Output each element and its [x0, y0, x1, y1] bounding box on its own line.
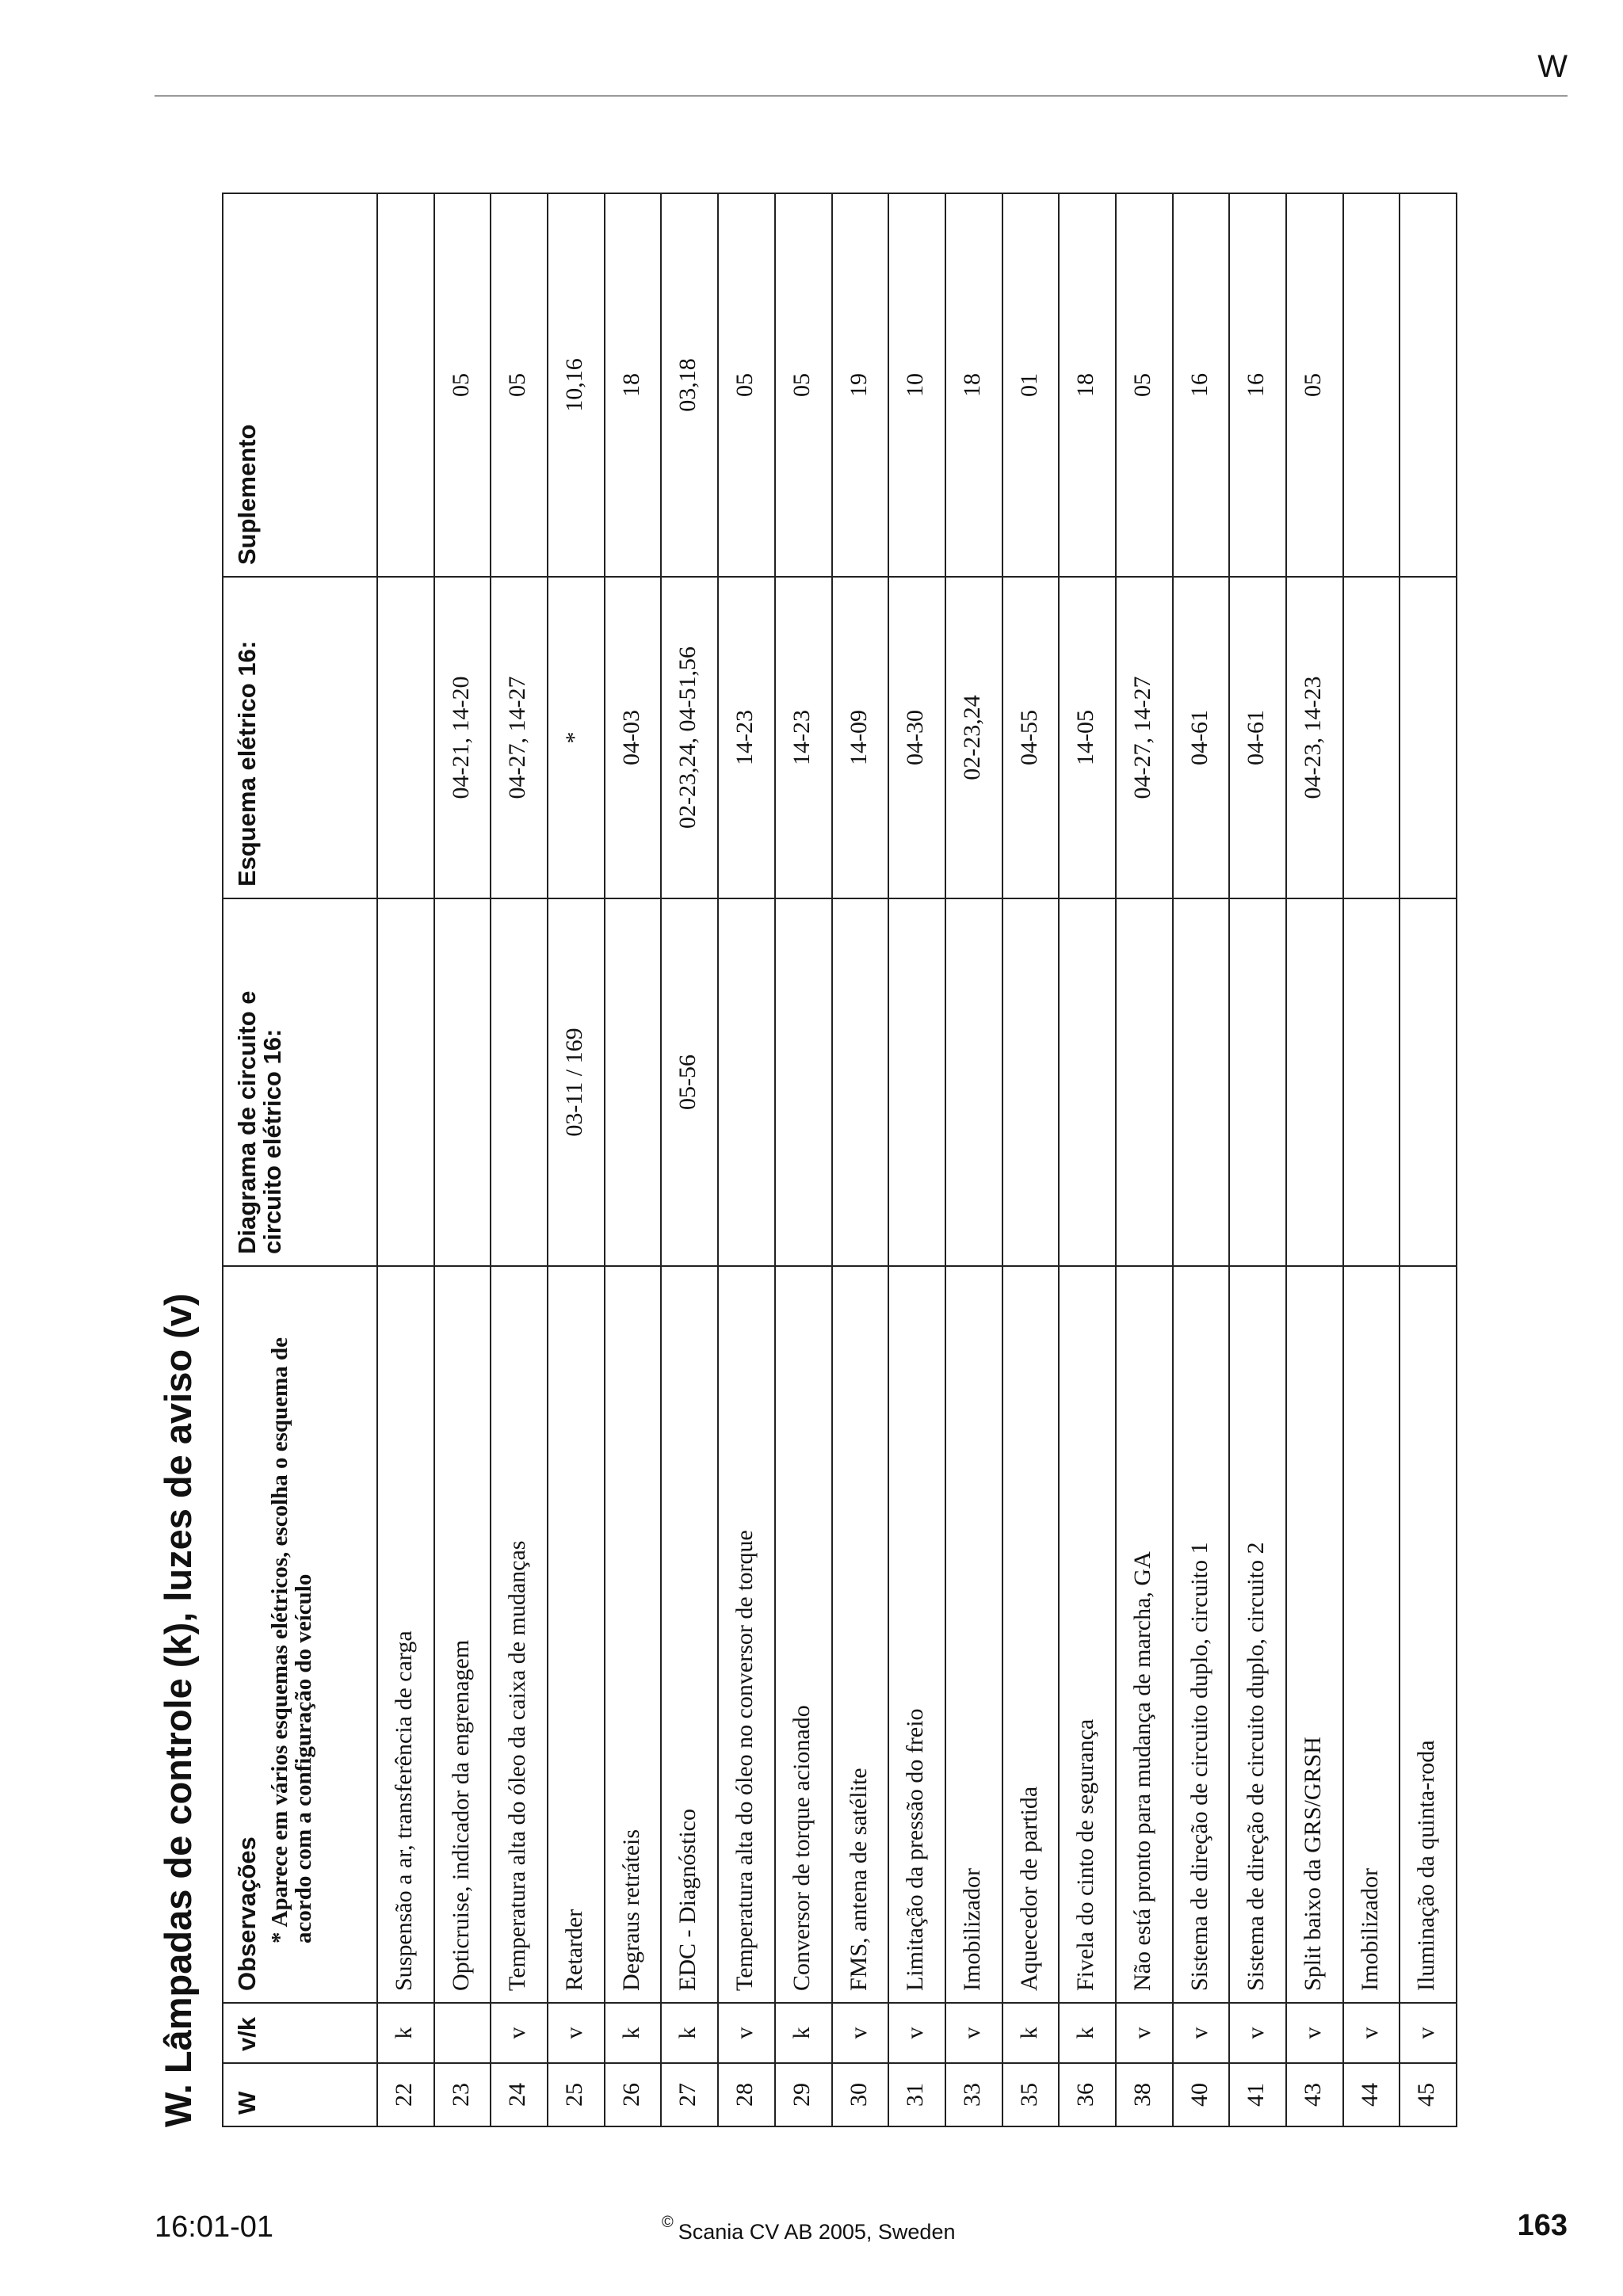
cell-observacoes: Aquecedor de partida: [1002, 1266, 1060, 2003]
cell-diagrama: [377, 898, 434, 1266]
table-row: [434, 193, 491, 2126]
cell-suplemento: 05: [718, 193, 775, 577]
cell-diagrama: [1059, 898, 1116, 1266]
cell-vk: k: [775, 2003, 832, 2063]
cell-diagrama: [1002, 898, 1060, 1266]
cell-diagrama: [718, 898, 775, 1266]
cell-vk: v: [718, 2003, 775, 2063]
cell-vk: v: [832, 2003, 889, 2063]
cell-suplemento: [1400, 193, 1457, 577]
cell-vk: v: [1173, 2003, 1230, 2063]
cell-w: 36: [1059, 2063, 1116, 2126]
cell-diagrama: [1173, 898, 1230, 1266]
cell-esquema: [1400, 577, 1457, 898]
cell-observacoes: Temperatura alta do óleo no conversor de torque: [718, 1266, 775, 2003]
cell-suplemento: 03,18: [661, 193, 718, 577]
cell-vk: v: [945, 2003, 1002, 2063]
cell-vk: [434, 2003, 491, 2063]
cell-vk: v: [548, 2003, 605, 2063]
cell-suplemento: 16: [1229, 193, 1286, 577]
table-row: [1059, 193, 1116, 2126]
cell-observacoes: Suspensão a ar, transferência de carga: [377, 1266, 434, 2003]
cell-observacoes: Degraus retráteis: [605, 1266, 662, 2003]
cell-w: 26: [605, 2063, 662, 2126]
cell-suplemento: 01: [1002, 193, 1060, 577]
cell-observacoes: Limitação da pressão do freio: [888, 1266, 945, 2003]
table-header-row: [223, 193, 377, 2126]
cell-w: 44: [1343, 2063, 1400, 2126]
table-row: [718, 193, 775, 2126]
col-header-suplemento: Suplemento: [223, 193, 377, 577]
cell-w: 28: [718, 2063, 775, 2126]
cell-observacoes: Temperatura alta do óleo da caixa de mudanças: [491, 1266, 548, 2003]
cell-observacoes: Sistema de direção de circuito duplo, circuito 2: [1229, 1266, 1286, 2003]
table-row: [548, 193, 605, 2126]
cell-diagrama: [1116, 898, 1173, 1266]
cell-esquema: 14-23: [775, 577, 832, 898]
cell-observacoes: Retarder: [548, 1266, 605, 2003]
cell-w: 23: [434, 2063, 491, 2126]
cell-suplemento: 05: [434, 193, 491, 577]
cell-w: 29: [775, 2063, 832, 2126]
note-text: Aparece em vários esquemas elétricos, escolha o esquema de acordo com a configuração do veículo: [267, 1337, 316, 1943]
warning-lamps-table: [222, 193, 1457, 2127]
copyright-notice: [662, 2214, 956, 2245]
cell-esquema: 14-05: [1059, 577, 1116, 898]
col-header-observacoes: [223, 1266, 377, 2003]
cell-observacoes: FMS, antena de satélite: [832, 1266, 889, 2003]
copyright-text: Scania CV AB 2005, Sweden: [678, 2220, 956, 2244]
cell-diagrama: 03-11 / 169: [548, 898, 605, 1266]
cell-observacoes: Opticruise, indicador da engrenagem: [434, 1266, 491, 2003]
page-number: 163: [1517, 2209, 1568, 2242]
cell-esquema: 04-27, 14-27: [1116, 577, 1173, 898]
cell-observacoes: Split baixo da GRS/GRSH: [1286, 1266, 1343, 2003]
cell-esquema: 14-23: [718, 577, 775, 898]
cell-esquema: 04-61: [1229, 577, 1286, 898]
cell-esquema: 02-23,24, 04-51,56: [661, 577, 718, 898]
table-row: [1343, 193, 1400, 2126]
cell-esquema: 14-09: [832, 577, 889, 898]
cell-vk: v: [1343, 2003, 1400, 2063]
cell-suplemento: 05: [775, 193, 832, 577]
cell-observacoes: Conversor de torque acionado: [775, 1266, 832, 2003]
observacoes-note: [268, 1278, 315, 1991]
cell-suplemento: [377, 193, 434, 577]
cell-vk: k: [377, 2003, 434, 2063]
table-row: [605, 193, 662, 2126]
cell-observacoes: Imobilizador: [945, 1266, 1002, 2003]
table-row: [945, 193, 1002, 2126]
cell-esquema: 04-30: [888, 577, 945, 898]
cell-diagrama: [775, 898, 832, 1266]
cell-w: 22: [377, 2063, 434, 2126]
col-header-diagrama: Diagrama de circuito e circuito elétrico 16:: [223, 898, 377, 1266]
cell-vk: v: [1286, 2003, 1343, 2063]
table-row: [1229, 193, 1286, 2126]
section-letter: W: [1537, 49, 1568, 84]
cell-suplemento: 18: [605, 193, 662, 577]
cell-observacoes: Imobilizador: [1343, 1266, 1400, 2003]
observacoes-label: Observações: [233, 1836, 261, 1991]
cell-esquema: 02-23,24: [945, 577, 1002, 898]
cell-esquema: 04-23, 14-23: [1286, 577, 1343, 898]
header-rule: [155, 95, 1568, 97]
cell-w: 25: [548, 2063, 605, 2126]
rotated-table-region: [155, 194, 1470, 2127]
cell-vk: v: [1229, 2003, 1286, 2063]
cell-observacoes: Sistema de direção de circuito duplo, circuito 1: [1173, 1266, 1230, 2003]
cell-w: 45: [1400, 2063, 1457, 2126]
cell-suplemento: 10: [888, 193, 945, 577]
note-asterisk: *: [267, 1932, 292, 1943]
cell-suplemento: 18: [945, 193, 1002, 577]
cell-diagrama: [434, 898, 491, 1266]
cell-diagrama: [1286, 898, 1343, 1266]
cell-esquema: 04-03: [605, 577, 662, 898]
cell-suplemento: [1343, 193, 1400, 577]
cell-w: 27: [661, 2063, 718, 2126]
cell-w: 43: [1286, 2063, 1343, 2126]
cell-w: 31: [888, 2063, 945, 2126]
table-row: [832, 193, 889, 2126]
table-row: [1286, 193, 1343, 2126]
document-code: 16:01-01: [155, 2210, 274, 2244]
cell-observacoes: Não está pronto para mudança de marcha, GA: [1116, 1266, 1173, 2003]
table-row: [775, 193, 832, 2126]
table-row: [661, 193, 718, 2126]
cell-diagrama: [1229, 898, 1286, 1266]
cell-observacoes: Fivela do cinto de segurança: [1059, 1266, 1116, 2003]
cell-esquema: 04-55: [1002, 577, 1060, 898]
cell-w: 24: [491, 2063, 548, 2126]
table-row: [888, 193, 945, 2126]
copyright-symbol: ©: [662, 2214, 674, 2231]
cell-vk: v: [1400, 2003, 1457, 2063]
cell-vk: k: [1002, 2003, 1060, 2063]
table-row: [1002, 193, 1060, 2126]
cell-suplemento: 16: [1173, 193, 1230, 577]
cell-vk: v: [491, 2003, 548, 2063]
cell-w: 41: [1229, 2063, 1286, 2126]
cell-diagrama: [832, 898, 889, 1266]
cell-esquema: *: [548, 577, 605, 898]
cell-suplemento: 05: [1116, 193, 1173, 577]
cell-diagrama: 05-56: [661, 898, 718, 1266]
page-title: W. Lâmpadas de controle (k), luzes de aviso (v): [157, 1293, 199, 2127]
cell-diagrama: [605, 898, 662, 1266]
cell-suplemento: 18: [1059, 193, 1116, 577]
cell-esquema: 04-21, 14-20: [434, 577, 491, 898]
cell-observacoes: Iluminação da quinta-roda: [1400, 1266, 1457, 2003]
table-row: [491, 193, 548, 2126]
table-row: [1116, 193, 1173, 2126]
cell-suplemento: 10,16: [548, 193, 605, 577]
cell-esquema: [377, 577, 434, 898]
cell-esquema: 04-27, 14-27: [491, 577, 548, 898]
cell-suplemento: 19: [832, 193, 889, 577]
cell-vk: v: [1116, 2003, 1173, 2063]
cell-vk: v: [888, 2003, 945, 2063]
table-row: [1173, 193, 1230, 2126]
col-header-esquema: Esquema elétrico 16:: [223, 577, 377, 898]
cell-observacoes: EDC - Diagnóstico: [661, 1266, 718, 2003]
cell-suplemento: 05: [491, 193, 548, 577]
cell-w: 35: [1002, 2063, 1060, 2126]
table-row: [1400, 193, 1457, 2126]
cell-w: 40: [1173, 2063, 1230, 2126]
cell-w: 30: [832, 2063, 889, 2126]
cell-diagrama: [491, 898, 548, 1266]
cell-vk: k: [605, 2003, 662, 2063]
table-row: [377, 193, 434, 2126]
cell-diagrama: [1400, 898, 1457, 1266]
cell-esquema: [1343, 577, 1400, 898]
cell-w: 38: [1116, 2063, 1173, 2126]
cell-vk: k: [661, 2003, 718, 2063]
cell-esquema: 04-61: [1173, 577, 1230, 898]
cell-suplemento: 05: [1286, 193, 1343, 577]
col-header-vk: v/k: [223, 2003, 377, 2063]
cell-diagrama: [888, 898, 945, 1266]
cell-w: 33: [945, 2063, 1002, 2126]
cell-diagrama: [945, 898, 1002, 1266]
col-header-w: W: [223, 2063, 377, 2126]
cell-vk: k: [1059, 2003, 1116, 2063]
cell-diagrama: [1343, 898, 1400, 1266]
